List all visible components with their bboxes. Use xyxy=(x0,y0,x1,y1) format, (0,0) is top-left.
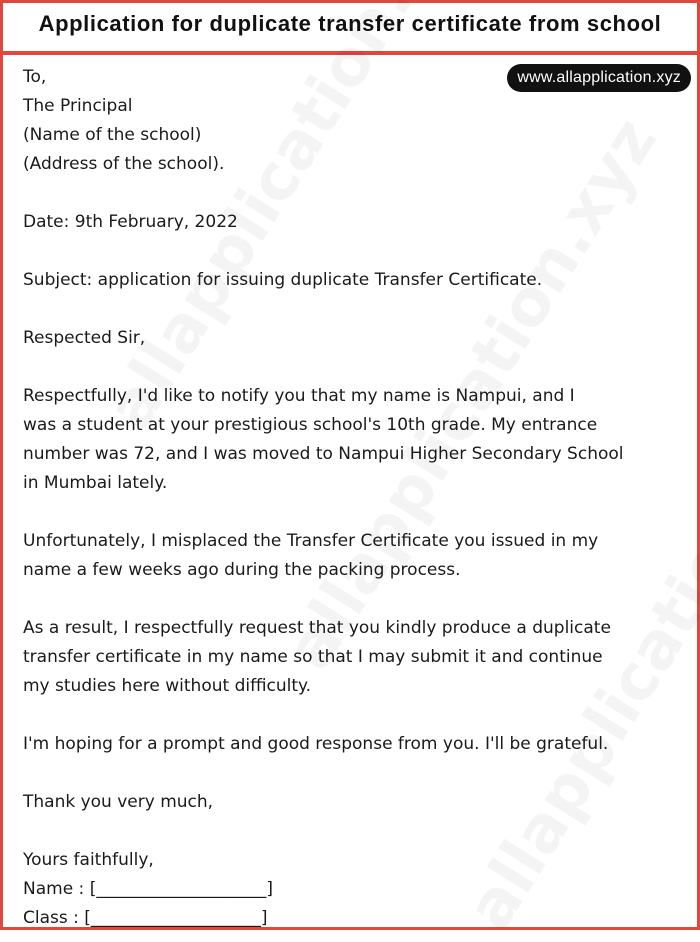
closing-line: Yours faithfully, xyxy=(23,850,154,870)
paragraph-line: name a few weeks ago during the packing process. xyxy=(23,560,461,580)
body-paragraph xyxy=(23,382,688,498)
letter-date: Date: 9th February, 2022 xyxy=(23,212,238,232)
paragraph-line: in Mumbai lately. xyxy=(23,473,168,493)
address-line: (Address of the school). xyxy=(23,154,225,174)
paragraph-line: my studies here without difficulty. xyxy=(23,676,312,696)
body-paragraph xyxy=(23,730,688,759)
address-line: The Principal xyxy=(23,96,133,116)
paragraph-line: number was 72, and I was moved to Nampui Higher Secondary School xyxy=(23,444,624,464)
name-field: Name : [____________________] xyxy=(23,879,273,899)
thanks-line: Thank you very much, xyxy=(23,792,214,812)
salutation: Respected Sir, xyxy=(23,328,146,348)
paragraph-line: Unfortunately, I misplaced the Transfer Certificate you issued in my xyxy=(23,531,599,551)
website-badge: www.allapplication.xyz xyxy=(507,64,691,92)
title-bar xyxy=(3,3,697,55)
page-title: Application for duplicate transfer certificate from school xyxy=(38,11,662,36)
paragraph-line: As a result, I respectfully request that you kindly produce a duplicate xyxy=(23,618,611,638)
letter-body xyxy=(23,63,688,933)
letter-subject: Subject: application for issuing duplicate Transfer Certificate. xyxy=(23,270,543,290)
paragraph-line: transfer certificate in my name so that I may submit it and continue xyxy=(23,647,603,667)
paragraph-line: I'm hoping for a prompt and good response from you. I'll be grateful. xyxy=(23,734,609,754)
body-paragraph xyxy=(23,614,688,701)
class-field: Class : [____________________] xyxy=(23,908,268,928)
paragraph-line: was a student at your prestigious school's 10th grade. My entrance xyxy=(23,415,598,435)
recipient-address xyxy=(23,63,688,179)
address-line: (Name of the school) xyxy=(23,125,202,145)
paragraph-line: Respectfully, I'd like to notify you that my name is Nampui, and I xyxy=(23,386,575,406)
address-line: To, xyxy=(23,67,47,87)
body-paragraph xyxy=(23,527,688,585)
